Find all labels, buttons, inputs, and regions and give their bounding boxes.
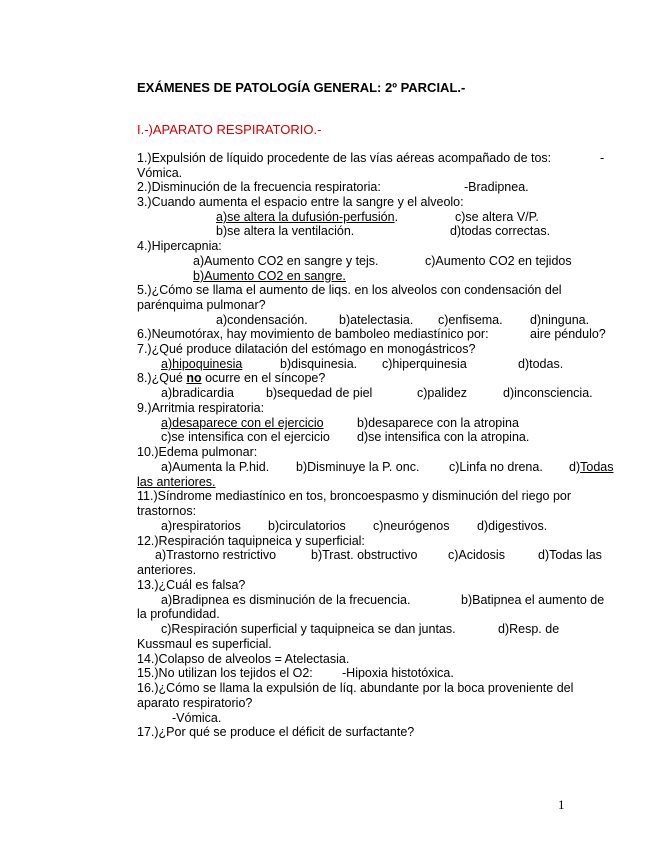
question-13-option-c: c)Respiración superficial y taquipneica se dan juntas. xyxy=(161,622,456,636)
question-7-option-b: b)disquinesia. xyxy=(280,357,358,371)
question-3-option-a: a)se altera la dufusión-perfusión. xyxy=(216,210,399,224)
question-10-option-b: b)Disminuye la P. onc. xyxy=(296,460,420,474)
question-2-answer: -Bradipnea. xyxy=(464,180,529,194)
question-15: 15.)No utilizan los tejidos el O2: xyxy=(137,666,313,680)
question-12-option-b: b)Trast. obstructivo xyxy=(311,548,418,562)
question-5: 5.)¿Cómo se llama el aumento de liqs. en los alveolos con condensación del xyxy=(137,283,562,297)
question-10-option-d-cont: las anteriores. xyxy=(137,475,216,489)
question-9-option-d: d)se intensifica con la atropina. xyxy=(357,430,530,444)
question-4-option-a: a)Aumento CO2 en sangre y tejs. xyxy=(193,254,379,268)
question-10-option-a: a)Aumenta la P.hid. xyxy=(161,460,270,474)
question-9: 9.)Arritmia respiratoria: xyxy=(137,401,265,415)
question-13-option-d: d)Resp. de xyxy=(498,622,560,636)
question-12-option-d-cont: anteriores. xyxy=(137,563,197,577)
question-12: 12.)Respiración taquipneica y superficial: xyxy=(137,534,365,548)
question-9-option-b: b)desaparece con la atropina xyxy=(357,416,519,430)
question-3: 3.)Cuando aumenta el espacio entre la sangre y el alveolo: xyxy=(137,195,464,209)
section-heading: I.-)APARATO RESPIRATORIO.- xyxy=(137,122,322,137)
question-5-cont: parénquima pulmonar? xyxy=(137,298,266,312)
question-4-option-c: c)Aumento CO2 en tejidos xyxy=(425,254,572,268)
question-16: 16.)¿Cómo se llama la expulsión de líq. abundante por la boca proveniente del xyxy=(137,681,574,695)
question-5-option-d: d)ninguna. xyxy=(530,313,590,327)
question-3-option-b: b)se altera la ventilación. xyxy=(216,224,355,238)
question-8-option-b: b)sequedad de piel xyxy=(266,386,373,400)
question-15-answer: -Hipoxia histotóxica. xyxy=(342,666,454,680)
question-6-answer: aire péndulo? xyxy=(530,327,606,341)
question-8-option-d: d)inconsciencia. xyxy=(503,386,593,400)
question-9-option-a: a)desaparece con el ejercicio xyxy=(161,416,324,430)
question-1-dash: - xyxy=(600,151,605,165)
page-number: 1 xyxy=(558,797,565,812)
question-7-option-c: c)hiperquinesia xyxy=(382,357,467,371)
question-10-option-c: c)Linfa no drena. xyxy=(449,460,543,474)
question-1: 1.)Expulsión de líquido procedente de las vías aéreas acompañado de tos: xyxy=(137,151,552,165)
question-4: 4.)Hipercapnia: xyxy=(137,239,222,253)
question-11-option-b: b)circulatorios xyxy=(268,519,346,533)
question-8-option-a: a)bradicardia xyxy=(161,386,234,400)
question-16-cont: aparato respiratorio? xyxy=(137,696,253,710)
question-8-option-c: c)palidez xyxy=(417,386,468,400)
question-13-option-b: b)Batipnea el aumento de xyxy=(461,593,605,607)
question-12-option-d: d)Todas las xyxy=(538,548,602,562)
question-13-option-a: a)Bradipnea es disminución de la frecuencia. xyxy=(161,593,411,607)
question-13: 13.)¿Cuál es falsa? xyxy=(137,578,246,592)
question-4-option-b: b)Aumento CO2 en sangre. xyxy=(193,269,346,283)
question-1-answer: Vómica. xyxy=(137,166,183,180)
question-11-option-d: d)digestivos. xyxy=(477,519,548,533)
document-title: EXÁMENES DE PATOLOGÍA GENERAL: 2º PARCIAL.- xyxy=(137,80,466,95)
question-13-option-d-cont: Kussmaul es superficial. xyxy=(137,637,272,651)
question-6: 6.)Neumotórax, hay movimiento de bamboleo mediastínico por: xyxy=(137,327,489,341)
question-10: 10.)Edema pulmonar: xyxy=(137,445,258,459)
question-11-option-a: a)respiratorios xyxy=(161,519,241,533)
question-10-option-d: d)Todas xyxy=(569,460,614,474)
question-8: 8.)¿Qué no ocurre en el síncope? xyxy=(137,371,326,385)
question-11-cont: trastornos: xyxy=(137,504,197,518)
question-5-option-c: c)enfisema. xyxy=(438,313,503,327)
question-7: 7.)¿Qué produce dilatación del estómago en monogástricos? xyxy=(137,342,476,356)
question-16-answer: -Vómica. xyxy=(172,711,222,725)
question-9-option-c: c)se intensifica con el ejercicio xyxy=(161,430,330,444)
question-2: 2.)Disminución de la frecuencia respiratoria: xyxy=(137,180,381,194)
question-3-option-d: d)todas correctas. xyxy=(450,224,551,238)
question-14: 14.)Colapso de alveolos = Atelectasia. xyxy=(137,652,350,666)
question-12-option-a: a)Trastorno restrictivo xyxy=(155,548,277,562)
question-11: 11.)Síndrome mediastínico en tos, broncoespasmo y disminución del riego por xyxy=(137,489,572,503)
question-7-option-a: a)hipoquinesia xyxy=(161,357,243,371)
question-12-option-c: c)Acidosis xyxy=(448,548,505,562)
question-5-option-b: b)atelectasia. xyxy=(339,313,414,327)
question-5-option-a: a)condensación. xyxy=(216,313,308,327)
question-11-option-c: c)neurógenos xyxy=(373,519,450,533)
question-7-option-d: d)todas. xyxy=(518,357,564,371)
question-13-option-b-cont: la profundidad. xyxy=(137,607,220,621)
question-17: 17.)¿Por qué se produce el déficit de surfactante? xyxy=(137,725,415,739)
question-3-option-c: c)se altera V/P. xyxy=(455,210,539,224)
